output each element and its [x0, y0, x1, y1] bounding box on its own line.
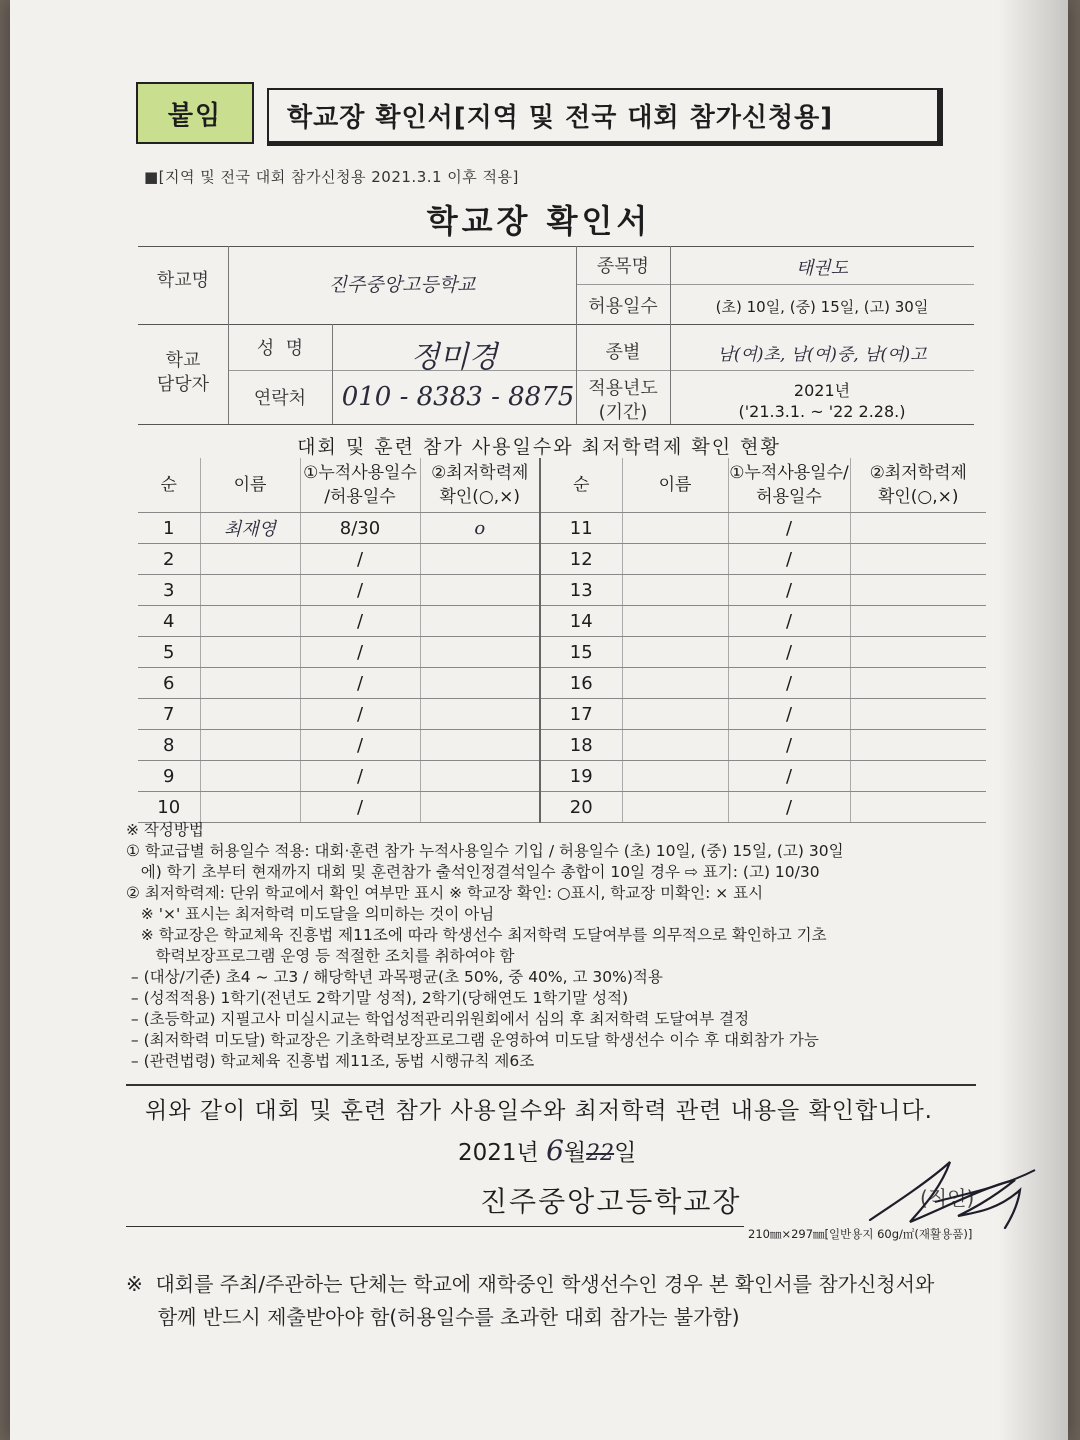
apply-note: ■[지역 및 전국 대회 참가신청용 2021.3.1 이후 적용] — [144, 168, 519, 186]
seal-label: (직인) — [920, 1186, 975, 1210]
row-name-left — [200, 575, 300, 606]
row-name-left — [200, 606, 300, 637]
header-days-right-line2: 허용일수 — [756, 487, 822, 507]
row-check-left — [420, 792, 540, 823]
table-row — [138, 544, 986, 575]
note-line: – (대상/기준) 초4 ~ 고3 / 해당학년 과목평균(초 50%, 중 40%, 고 30%)적용 — [126, 968, 663, 986]
document-title: 학교장 확인서 — [426, 202, 652, 240]
school-label: 학교명 — [156, 270, 210, 291]
row-days-right: / — [728, 668, 850, 699]
header-name-right: 이름 — [622, 458, 728, 513]
row-name-right — [622, 668, 728, 699]
row-check-left — [420, 544, 540, 575]
row-name-right — [622, 792, 728, 823]
row-no-left: 10 — [138, 792, 200, 823]
row-days-left: / — [300, 761, 420, 792]
info-line-school — [138, 324, 974, 325]
date-year: 2021년 — [458, 1140, 539, 1166]
row-check-right — [850, 792, 986, 823]
row-no-left: 6 — [138, 668, 200, 699]
document-paper — [10, 0, 1068, 1440]
note-line: – (초등학교) 지필고사 미실시교는 학업성적관리위원회에서 심의 후 최저학력 도달여부 결정 — [126, 1010, 750, 1028]
allowed-days-value: (초) 10일, (중) 15일, (고) 30일 — [715, 298, 929, 316]
header-title: 학교장 확인서[지역 및 전국 대회 참가신청용] — [267, 88, 943, 146]
footer-line: ※ 대회를 주최/주관하는 단체는 학교에 재학중인 학생선수인 경우 본 확인서를 참가신청서와 — [126, 1272, 935, 1296]
row-name-right — [622, 513, 728, 544]
row-no-right: 16 — [540, 668, 622, 699]
row-days-right: / — [728, 544, 850, 575]
row-days-left: / — [300, 792, 420, 823]
note-line: 에) 학기 초부터 현재까지 대회 및 훈련참가 출석인정결석일수 총합이 10일 경우 ⇨ 표기: (고) 10/30 — [126, 863, 820, 881]
row-name-right — [622, 606, 728, 637]
spec-divider — [126, 1226, 744, 1227]
row-no-left: 7 — [138, 699, 200, 730]
table-row — [138, 699, 986, 730]
note-line: – (성적적용) 1학기(전년도 2학기말 성적), 2학기(당해연도 1학기말 성적) — [126, 989, 629, 1007]
row-days-left: 8/30 — [300, 513, 420, 544]
row-name-left — [200, 544, 300, 575]
row-name-right — [622, 544, 728, 575]
status-title: 대회 및 훈련 참가 사용일수와 최저학력제 확인 현황 — [297, 436, 781, 458]
row-days-right: / — [728, 513, 850, 544]
name-value: 정미경 — [410, 340, 498, 375]
row-no-left: 8 — [138, 730, 200, 761]
row-days-left: / — [300, 637, 420, 668]
note-line: 학력보장프로그램 운영 등 적절한 조치를 취하여야 함 — [126, 947, 515, 965]
row-name-left — [200, 730, 300, 761]
row-days-left: / — [300, 730, 420, 761]
row-name-left: 최재영 — [200, 513, 300, 544]
row-name-left — [200, 699, 300, 730]
row-no-right: 17 — [540, 699, 622, 730]
year-value-2: ('21.3.1. ~ '22 2.28.) — [738, 402, 906, 421]
row-days-left: / — [300, 668, 420, 699]
year-label-1: 적용년도 — [588, 378, 658, 399]
notes-divider — [126, 1084, 976, 1086]
row-check-right — [850, 668, 986, 699]
table-row — [138, 761, 986, 792]
header-check-left-line2: 확인(○,×) — [439, 487, 521, 507]
event-label: 종목명 — [596, 256, 650, 277]
header-check-right — [850, 458, 986, 513]
row-check-right — [850, 699, 986, 730]
row-name-left — [200, 792, 300, 823]
row-no-right: 19 — [540, 761, 622, 792]
principal-name: 진주중앙고등학교장 — [480, 1185, 742, 1218]
header-check-right-line1: ②최저학력제 — [869, 463, 967, 483]
row-days-right: / — [728, 637, 850, 668]
row-days-right: / — [728, 699, 850, 730]
note-line: ※ '×' 표시는 최저학력 미도달을 의미하는 것이 아님 — [126, 905, 495, 923]
row-no-right: 14 — [540, 606, 622, 637]
row-check-left — [420, 730, 540, 761]
row-name-right — [622, 761, 728, 792]
date-month-unit: 월 — [563, 1140, 587, 1166]
header-check-left — [420, 458, 540, 513]
header-days-left — [300, 458, 420, 513]
year-value-1: 2021년 — [793, 381, 851, 400]
note-line: – (관련법령) 학교체육 진흥법 제11조, 동법 시행규칙 제6조 — [126, 1052, 535, 1070]
header-check-right-line2: 확인(○,×) — [877, 487, 959, 507]
manager-label-2: 담당자 — [156, 374, 210, 395]
event-value: 태권도 — [795, 258, 849, 279]
row-name-right — [622, 637, 728, 668]
header-days-left-line1: ①누적사용일수 — [303, 463, 417, 483]
row-no-right: 13 — [540, 575, 622, 606]
row-no-right: 15 — [540, 637, 622, 668]
row-check-right — [850, 730, 986, 761]
name-label: 성 명 — [256, 338, 304, 359]
row-check-right — [850, 606, 986, 637]
row-days-left: / — [300, 544, 420, 575]
row-no-left: 5 — [138, 637, 200, 668]
row-check-right — [850, 544, 986, 575]
row-check-left — [420, 606, 540, 637]
note-line: ② 최저학력제: 단위 학교에서 확인 여부만 표시 ※ 학교장 확인: ○표시, 학교장 미확인: × 표시 — [126, 884, 764, 902]
footer-note — [126, 1268, 1006, 1334]
row-name-left — [200, 668, 300, 699]
school-value: 진주중앙고등학교 — [328, 274, 476, 296]
row-name-right — [622, 575, 728, 606]
note-line: – (최저학력 미도달) 학교장은 기초학력보장프로그램 운영하여 미도달 학생선수 이수 후 대회참가 가능 — [126, 1031, 819, 1049]
footer-line: 함께 반드시 제출받아야 함(허용일수를 초과한 대회 참가는 불가함) — [126, 1305, 740, 1329]
row-days-left: / — [300, 575, 420, 606]
table-row — [138, 513, 986, 544]
info-line-event — [576, 284, 974, 285]
row-days-right: / — [728, 606, 850, 637]
table-row — [138, 637, 986, 668]
table-row — [138, 668, 986, 699]
info-line-top — [138, 246, 974, 247]
writing-notes — [126, 820, 1006, 1072]
row-no-left: 9 — [138, 761, 200, 792]
date-day: 22 — [586, 1141, 615, 1166]
row-check-right — [850, 637, 986, 668]
header-check-left-line1: ②최저학력제 — [431, 463, 529, 483]
header-days-right-line1: ①누적사용일수/ — [729, 463, 849, 483]
row-days-left: / — [300, 699, 420, 730]
row-days-right: / — [728, 730, 850, 761]
row-name-left — [200, 637, 300, 668]
row-no-left: 2 — [138, 544, 200, 575]
row-days-right: / — [728, 761, 850, 792]
row-no-left: 3 — [138, 575, 200, 606]
contact-value: 010 - 8383 - 8875 — [341, 382, 575, 412]
row-check-left — [420, 575, 540, 606]
row-no-right: 20 — [540, 792, 622, 823]
table-row — [138, 606, 986, 637]
status-table — [138, 458, 986, 823]
row-check-left: o — [420, 513, 540, 544]
attachment-tag: 붙임 — [136, 82, 254, 144]
row-days-right: / — [728, 575, 850, 606]
row-check-left — [420, 699, 540, 730]
row-name-right — [622, 730, 728, 761]
table-header-row — [138, 458, 986, 513]
table-row — [138, 792, 986, 823]
row-check-right — [850, 575, 986, 606]
header-seq-left: 순 — [138, 458, 200, 513]
type-label: 종별 — [605, 342, 641, 363]
year-label-2: (기간) — [598, 402, 648, 423]
type-value: 남(여)초, 남(여)중, 남(여)고 — [717, 345, 927, 365]
row-no-left: 1 — [138, 513, 200, 544]
note-line: ① 학교급별 허용일수 적용: 대회·훈련 참가 누적사용일수 기입 / 허용일수 (초) 10일, (중) 15일, (고) 30일 — [126, 842, 844, 860]
header-days-left-line2: /허용일수 — [324, 487, 396, 507]
date-day-unit: 일 — [614, 1140, 637, 1166]
note-line: ※ 학교장은 학교체육 진흥법 제11조에 따라 학생선수 최저학력 도달여부를 의무적으로 확인하고 기초 — [126, 926, 827, 944]
row-check-left — [420, 761, 540, 792]
row-no-left: 4 — [138, 606, 200, 637]
allowed-days-label: 허용일수 — [588, 296, 658, 317]
row-check-right — [850, 513, 986, 544]
header-seq-right: 순 — [540, 458, 622, 513]
header-days-right — [728, 458, 850, 513]
row-days-right: / — [728, 792, 850, 823]
row-no-right: 12 — [540, 544, 622, 575]
date-line — [458, 1134, 636, 1167]
table-row — [138, 575, 986, 606]
header-name-left: 이름 — [200, 458, 300, 513]
row-no-right: 11 — [540, 513, 622, 544]
contact-label: 연락처 — [253, 388, 307, 409]
manager-label-1: 학교 — [165, 350, 201, 371]
paper-spec: 210㎜×297㎜[일반용지 60g/㎡(재활용품)] — [748, 1227, 973, 1241]
row-name-right — [622, 699, 728, 730]
row-days-left: / — [300, 606, 420, 637]
row-check-right — [850, 761, 986, 792]
confirm-text: 위와 같이 대회 및 훈련 참가 사용일수와 최저학력 관련 내용을 확인합니다. — [145, 1098, 933, 1124]
note-line: ※ 작성방법 — [126, 821, 204, 839]
row-no-right: 18 — [540, 730, 622, 761]
row-check-left — [420, 637, 540, 668]
table-row — [138, 730, 986, 761]
date-month: 6 — [546, 1134, 564, 1167]
row-name-left — [200, 761, 300, 792]
row-check-left — [420, 668, 540, 699]
info-line-bottom — [138, 424, 974, 425]
